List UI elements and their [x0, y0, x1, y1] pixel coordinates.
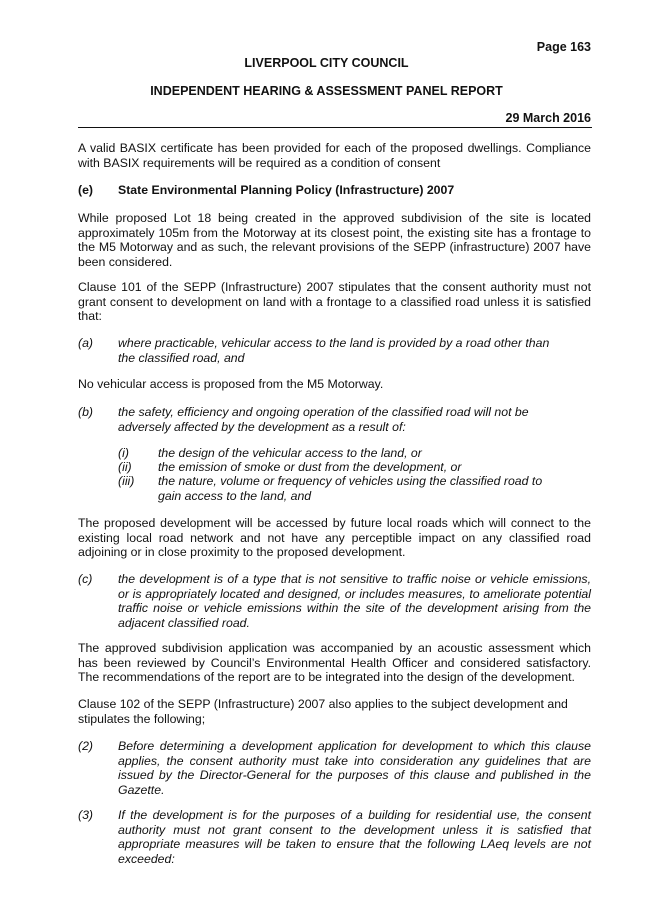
header-rule: [78, 127, 592, 128]
item-c-label: (c): [78, 572, 93, 586]
section-heading: State Environmental Planning Policy (Infrastructure) 2007: [118, 183, 455, 197]
report-date: 29 March 2016: [505, 111, 591, 125]
item-b-ii-label: (ii): [118, 460, 132, 474]
page-number: Page 163: [536, 40, 591, 54]
item-2-label: (2): [78, 739, 94, 753]
lot18-paragraph: While proposed Lot 18 being created in the approved subdivision of the site is located approximately 105m from the Motorway at its closest point, the existing site has a frontage to the M5 Motorway and as such, the relevant provisions of the SEPP (infrastructure) 2007 have been considered.: [78, 211, 591, 269]
council-name: LIVERPOOL CITY COUNCIL: [244, 56, 409, 70]
item-b-iii-text: the nature, volume or frequency of vehicles using the classified road to gain access to the land, and: [158, 474, 543, 503]
item-a-label: (a): [78, 336, 94, 350]
item-b-i-text: the design of the vehicular access to the land, or: [158, 446, 422, 460]
basix-paragraph: A valid BASIX certificate has been provided for each of the proposed dwellings. Compliance with BASIX requirements will be required as a condition of consent: [78, 141, 591, 170]
clause101-paragraph: Clause 101 of the SEPP (Infrastructure) 2007 stipulates that the consent authority must not grant consent to development on land with a frontage to a classified road unless it is satisfied that:: [78, 280, 591, 324]
item-3-label: (3): [78, 808, 94, 822]
item-2-text: Before determining a development application for development to which this clause applies, the consent authority must take into consideration any guidelines that are issued by the Director-General for the purposes of this clause and published in the Gazette.: [118, 739, 591, 797]
local-roads-paragraph: The proposed development will be accessed by future local roads which will connect to the existing local road network and not have any perceptible impact on any classified road adjoining or in close proximity to the proposed development.: [78, 516, 591, 560]
item-b-text: the safety, efficiency and ongoing operation of the classified road will not be adversely affected by the development as a result of:: [118, 405, 529, 434]
item-b-ii-text: the emission of smoke or dust from the development, or: [158, 460, 462, 474]
acoustic-paragraph: The approved subdivision application was accompanied by an acoustic assessment which has been reviewed by Council’s Environmental Health Officer and considered satisfactory. The recommendations of the report are to be integrated into the design of the development.: [78, 641, 591, 685]
item-3-text: If the development is for the purposes of a building for residential use, the consent authority must not grant consent to the development unless it is satisfied that appropriate measures will be taken to ensure that the following LAeq levels are not exceeded:: [118, 808, 591, 866]
no-access-paragraph: No vehicular access is proposed from the M5 Motorway.: [78, 377, 384, 391]
section-label: (e): [78, 183, 94, 197]
item-b-label: (b): [78, 405, 94, 419]
item-c-text: the development is of a type that is not sensitive to traffic noise or vehicle emissions, or is appropriately located and designed, or includes measures, to ameliorate potential traffic noise or vehicle emissions within the site of the development arising from the adjacent classified road.: [118, 572, 591, 630]
clause102-paragraph: Clause 102 of the SEPP (Infrastructure) 2007 also applies to the subject development and stipulates the following;: [78, 697, 568, 726]
item-b-iii-label: (iii): [118, 474, 135, 488]
report-title: INDEPENDENT HEARING & ASSESSMENT PANEL REPORT: [150, 84, 503, 98]
item-a-text: where practicable, vehicular access to the land is provided by a road other than the classified road, and: [118, 336, 550, 365]
item-b-i-label: (i): [118, 446, 129, 460]
